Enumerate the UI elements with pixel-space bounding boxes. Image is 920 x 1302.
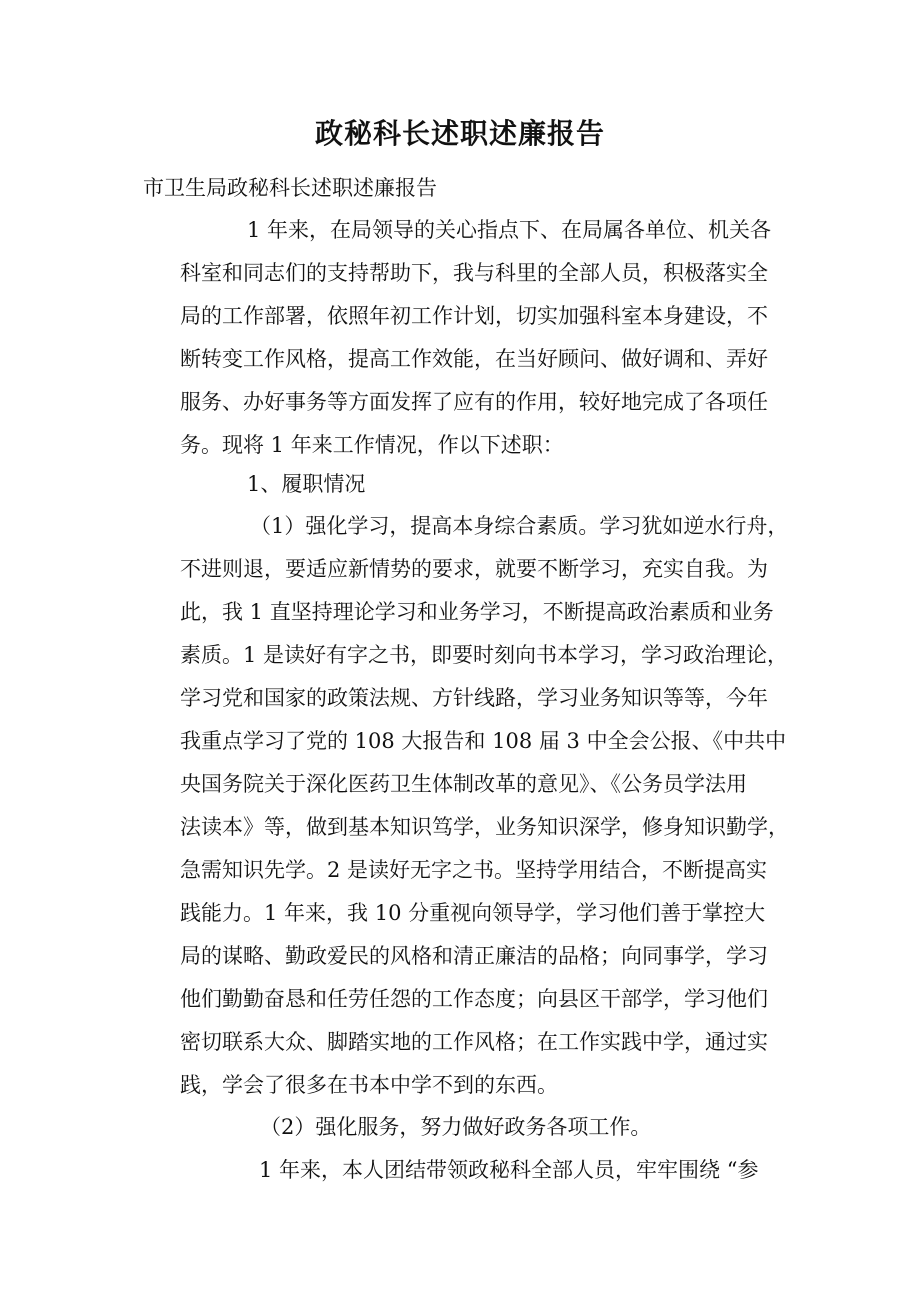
document-subtitle: 市卫生局政秘科长述职述廉报告 <box>143 176 437 200</box>
body-line: 我重点学习了党的 108 大报告和 108 届 3 中全会公报、《中共中 <box>180 729 787 753</box>
body-line: 学习党和国家的政策法规、方针线路，学习业务知识等等，今年 <box>180 686 768 710</box>
body-line: 局的工作部署，依照年初工作计划，切实加强科室本身建设，不 <box>180 304 768 328</box>
body-line: 务。现将 1 年来工作情况，作以下述职： <box>180 433 564 457</box>
body-line: 不进则退，要适应新情势的要求，就要不断学习，充实自我。为 <box>180 557 768 581</box>
body-line: 局的谋略、勤政爱民的风格和清正廉洁的品格；向同事学，学习 <box>180 944 768 968</box>
body-line: 素质。1 是读好有字之书，即要时刻向书本学习，学习政治理论， <box>180 643 789 667</box>
subsection-heading-line: （2）强化服务，努力做好政务各项工作。 <box>260 1115 652 1139</box>
section-heading: 1、履职情况 <box>247 472 366 496</box>
body-line: 1 年来，在局领导的关心指点下、在局属各单位、机关各 <box>247 218 772 242</box>
body-line: 他们勤勤奋恳和任劳任怨的工作态度；向县区干部学，学习他们 <box>180 987 768 1011</box>
document-title: 政秘科长述职述廉报告 <box>314 117 605 150</box>
body-line: 科室和同志们的支持帮助下，我与科里的全部人员，积极落实全 <box>180 261 768 285</box>
body-line: 此，我 1 直坚持理论学习和业务学习，不断提高政治素质和业务 <box>180 600 774 624</box>
body-line: 央国务院关于深化医药卫生体制改革的意见》、《公务员学法用 <box>180 772 747 796</box>
body-line: 密切联系大众、脚踏实地的工作风格；在工作实践中学，通过实 <box>180 1030 768 1054</box>
body-line: 践能力。1 年来，我 10 分重视向领导学，学习他们善于掌控大 <box>180 901 766 925</box>
body-line: 急需知识先学。2 是读好无字之书。坚持学用结合，不断提高实 <box>180 858 768 882</box>
body-line: 服务、办好事务等方面发挥了应有的作用，较好地完成了各项任 <box>180 390 768 414</box>
body-line: 法读本》等，做到基本知识笃学，业务知识深学，修身知识勤学， <box>180 815 789 839</box>
body-line: 1 年来，本人团结带领政秘科全部人员，牢牢围绕 “参 <box>259 1158 759 1182</box>
body-line: 践，学会了很多在书本中学不到的东西。 <box>180 1073 558 1097</box>
subsection-heading-line: （1）强化学习，提高本身综合素质。学习犹如逆水行舟， <box>250 514 789 538</box>
body-line: 断转变工作风格，提高工作效能，在当好顾问、做好调和、弄好 <box>180 347 768 371</box>
